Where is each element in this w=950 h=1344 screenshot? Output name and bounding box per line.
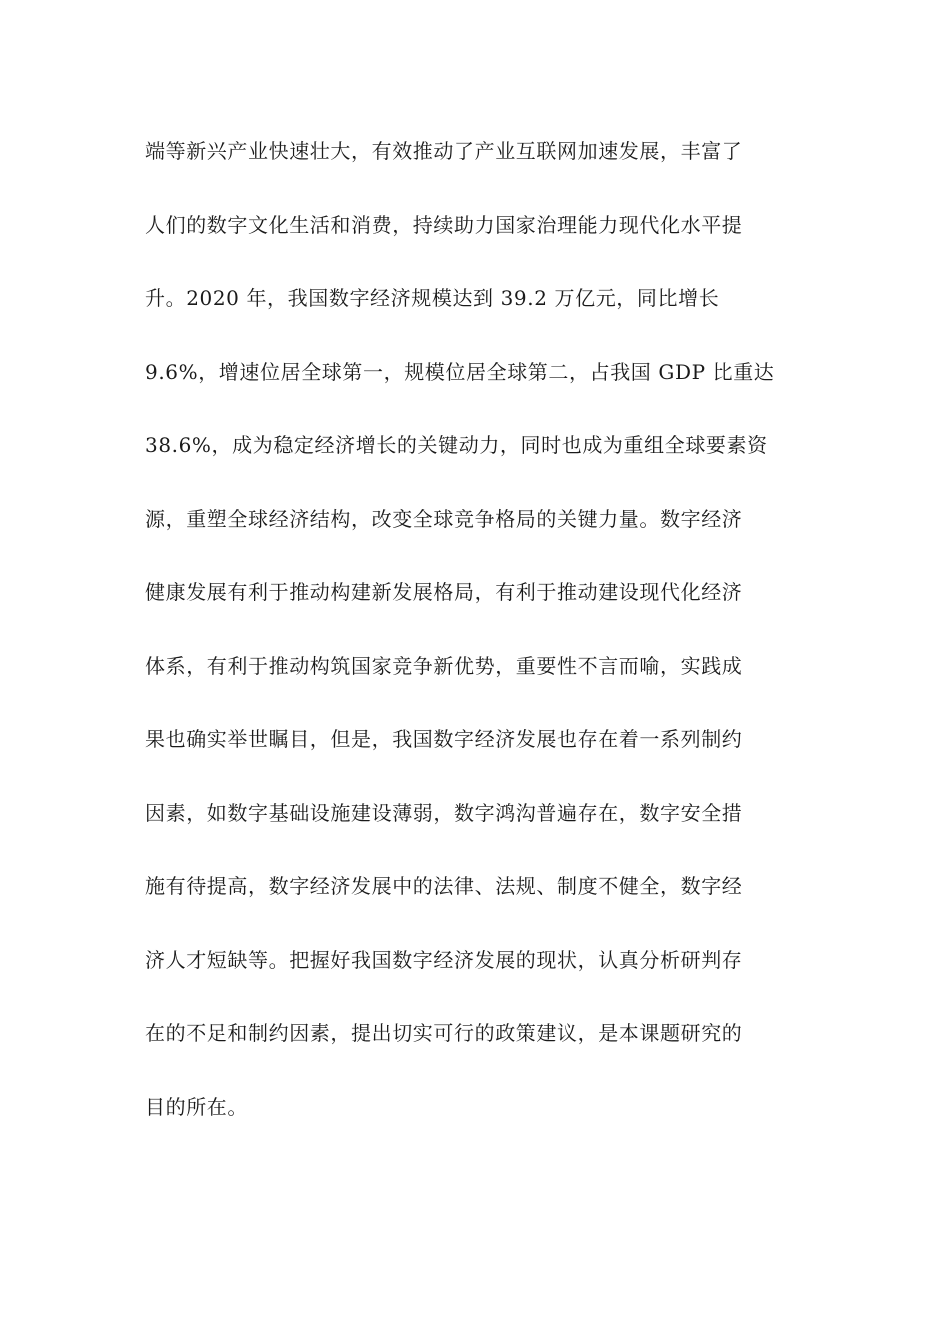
text-line: 人们的数字文化生活和消费，持续助力国家治理能力现代化水平提 [145, 212, 743, 237]
text-line: 因素，如数字基础设施建设薄弱，数字鸿沟普遍存在，数字安全措 [145, 800, 743, 825]
text-line: 源，重塑全球经济结构，改变全球竞争格局的关键力量。数字经济 [145, 506, 743, 531]
text-line: 体系，有利于推动构筑国家竞争新优势，重要性不言而喻，实践成 [145, 653, 743, 678]
body-paragraph [145, 131, 825, 1160]
text-line: 38.6%，成为稳定经济增长的关键动力，同时也成为重组全球要素资 [145, 433, 768, 457]
text-line: 济人才短缺等。把握好我国数字经济发展的现状，认真分析研判存 [145, 947, 743, 972]
text-line: 端等新兴产业快速壮大，有效推动了产业互联网加速发展，丰富了 [145, 139, 743, 163]
text-line: 果也确实举世瞩目，但是，我国数字经济发展也存在着一系列制约 [145, 727, 743, 751]
text-line: 升。2020 年，我国数字经济规模达到 39.2 万亿元，同比增长 [145, 286, 720, 310]
text-line: 在的不足和制约因素，提出切实可行的政策建议，是本课题研究的 [145, 1021, 743, 1045]
text-line: 9.6%，增速位居全球第一，规模位居全球第二，占我国 GDP 比重达 [145, 359, 775, 384]
text-line: 施有待提高，数字经济发展中的法律、法规、制度不健全，数字经 [145, 874, 743, 898]
text-line: 健康发展有利于推动构建新发展格局，有利于推动建设现代化经济 [145, 580, 743, 604]
text-line: 目的所在。 [145, 1094, 248, 1119]
